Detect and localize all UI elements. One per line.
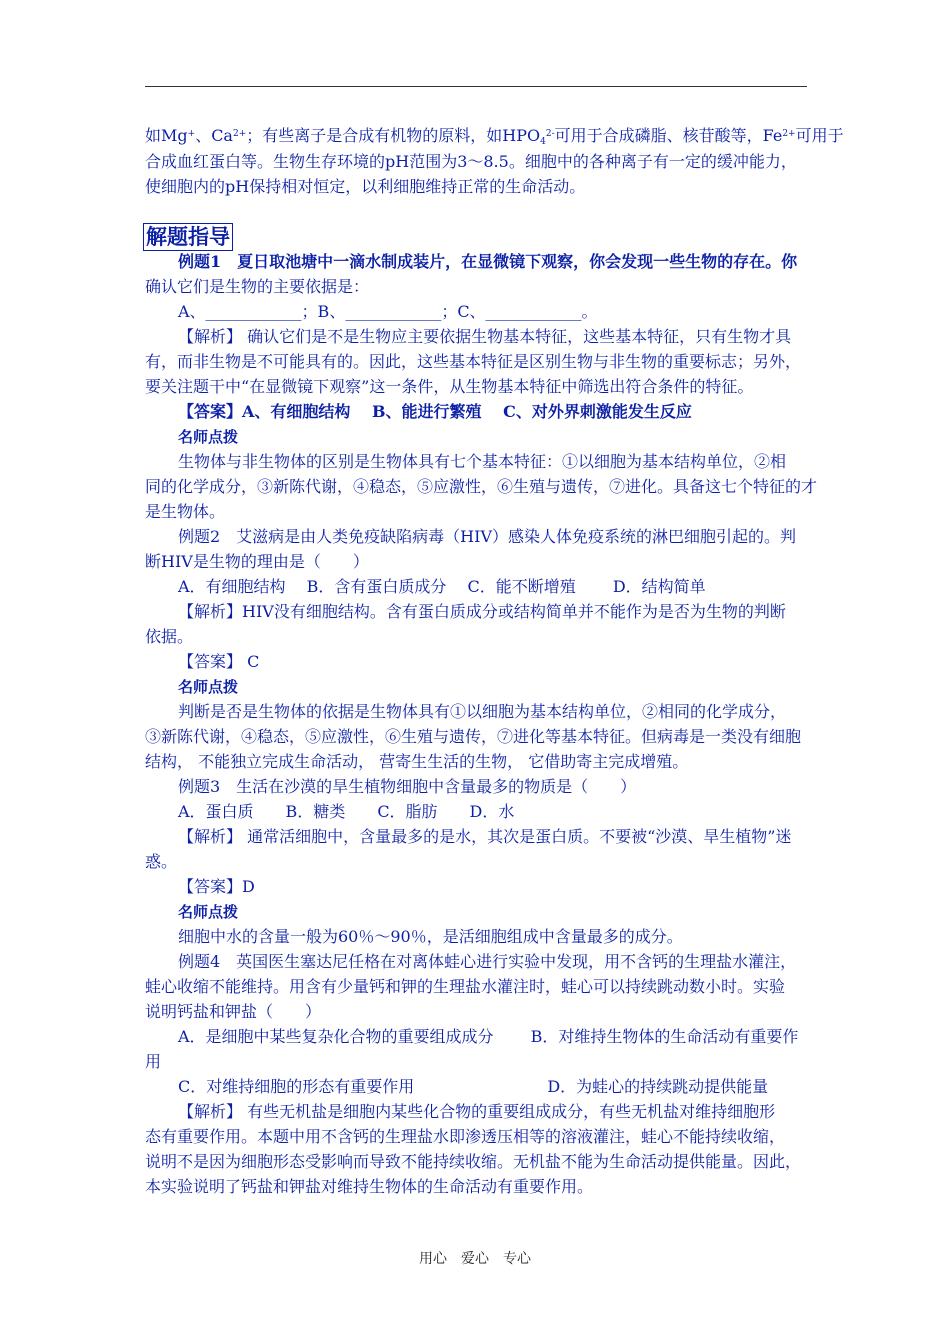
tip-2: 判断是否是生物体的依据是生物体具有①以细胞为基本结构单位，②相同的化学成分，	[178, 702, 787, 721]
example-1-title: 例题1 夏日取池塘中一滴水制成装片，在显微镜下观察，你会发现一些生物的存在。你	[178, 252, 798, 271]
tip-label: 名师点拨	[178, 678, 239, 696]
body-line: 依据。	[145, 627, 194, 646]
body-line: 断HIV是生物的理由是（ ）	[145, 552, 369, 571]
tip-label: 名师点拨	[178, 903, 239, 921]
intro-line-1: 如Mg+、$Ca^{2+}$；有些离子是合成有机物的原料，如$HPO_4^{2-}$可用于合成磷脂、核苷酸等，$Fe^{2+}$可用于	[145, 126, 844, 147]
analysis-1: 【解析】 确认它们是不是生物应主要依据生物基本特征，这些基本特征，只有生物才具	[178, 327, 792, 346]
option-4-ab: A．是细胞中某些复杂化合物的重要组成成分 B．对维持生物体的生命活动有重要作	[178, 1027, 799, 1046]
header-rule	[145, 86, 807, 87]
body-line: 说明钙盐和钾盐（ ）	[145, 1002, 322, 1021]
section-heading: 解题指导	[143, 223, 233, 251]
body-line: 本实验说明了钙盐和钾盐对维持生物体的生命活动有重要作用。	[145, 1177, 594, 1196]
tip-label: 名师点拨	[178, 428, 239, 446]
body-line: 要关注题干中“在显微镜下观察”这一条件，从生物基本特征中筛选出符合条件的特征。	[145, 377, 754, 396]
answer-3: 【答案】D	[178, 877, 255, 896]
analysis-4: 【解析】 有些无机盐是细胞内某些化合物的重要组成成分，有些无机盐对维持细胞形	[178, 1102, 776, 1121]
answer-2: 【答案】 C	[178, 652, 260, 671]
body-line: 结构， 不能独立完成生命活动， 营寄生生活的生物， 它借助寄主完成增殖。	[145, 752, 689, 771]
body-line: ③新陈代谢，④稳态，⑤应激性，⑥生殖与遗传，⑦进化等基本特征。但病毒是一类没有细胞	[145, 727, 802, 746]
body-line: 态有重要作用。本题中用不含钙的生理盐水即渗透压相等的溶液灌注，蛙心不能持续收缩，	[145, 1127, 786, 1146]
answer-blanks: A、____________；B、____________；C、____________。	[178, 302, 598, 321]
tip-3: 细胞中水的含量一般为60％～90％，是活细胞组成中含量最多的成分。	[178, 927, 683, 946]
option-4-cd: C．对维持细胞的形态有重要作用 D．为蛙心的持续跳动提供能量	[178, 1077, 769, 1096]
body-line: 同的化学成分，③新陈代谢，④稳态，⑤应激性，⑥生殖与遗传，⑦进化。具备这七个特征的才	[145, 477, 818, 496]
analysis-3: 【解析】 通常活细胞中，含量最多的是水，其次是蛋白质。不要被“沙漠、旱生植物”迷	[178, 827, 792, 846]
example-4-title: 例题4 英国医生塞达尼任格在对离体蛙心进行实验中发现，用不含钙的生理盐水灌注，	[178, 952, 797, 971]
body-line: 有，而非生物是不可能具有的。因此，这些基本特征是区别生物与非生物的重要标志；另外，	[145, 352, 802, 371]
answer-1: 【答案】A、有细胞结构 B、能进行繁殖 C、对外界刺激能发生反应	[178, 402, 692, 421]
body-line: 是生物体。	[145, 502, 226, 521]
options-2: A．有细胞结构 B．含有蛋白质成分 C．能不断增殖 D．结构简单	[178, 577, 706, 596]
intro-line-2: 合成血红蛋白等。生物生存环境的pH范围为3～8.5。细胞中的各种离子有一定的缓冲能力，	[145, 152, 797, 171]
example-2-title: 例题2 艾滋病是由人类免疫缺陷病毒（HIV）感染人体免疫系统的淋巴细胞引起的。判	[178, 527, 797, 546]
analysis-2: 【解析】HIV没有细胞结构。含有蛋白质成分或结构简单并不能作为是否为生物的判断	[178, 602, 786, 621]
options-3: A．蛋白质 B．糖类 C．脂肪 D．水	[178, 802, 515, 821]
body-line: 说明不是因为细胞形态受影响而导致不能持续收缩。无机盐不能为生命活动提供能量。因此，	[145, 1152, 802, 1171]
body-line: 惑。	[145, 852, 178, 871]
body-line: 蛙心收缩不能维持。用含有少量钙和钾的生理盐水灌注时，蛙心可以持续跳动数小时。实验	[145, 977, 786, 996]
intro-line-3: 使细胞内的pH保持相对恒定，以利细胞维持正常的生命活动。	[145, 177, 586, 196]
body-line: 用	[145, 1052, 162, 1071]
body-line: 确认它们是生物的主要依据是：	[145, 277, 370, 296]
page-footer: 用心 爱心 专心	[419, 1251, 531, 1267]
tip-1: 生物体与非生物体的区别是生物体具有七个基本特征：①以细胞为基本结构单位，②相	[178, 452, 787, 471]
example-3-title: 例题3 生活在沙漠的旱生植物细胞中含量最多的物质是（ ）	[178, 777, 637, 796]
